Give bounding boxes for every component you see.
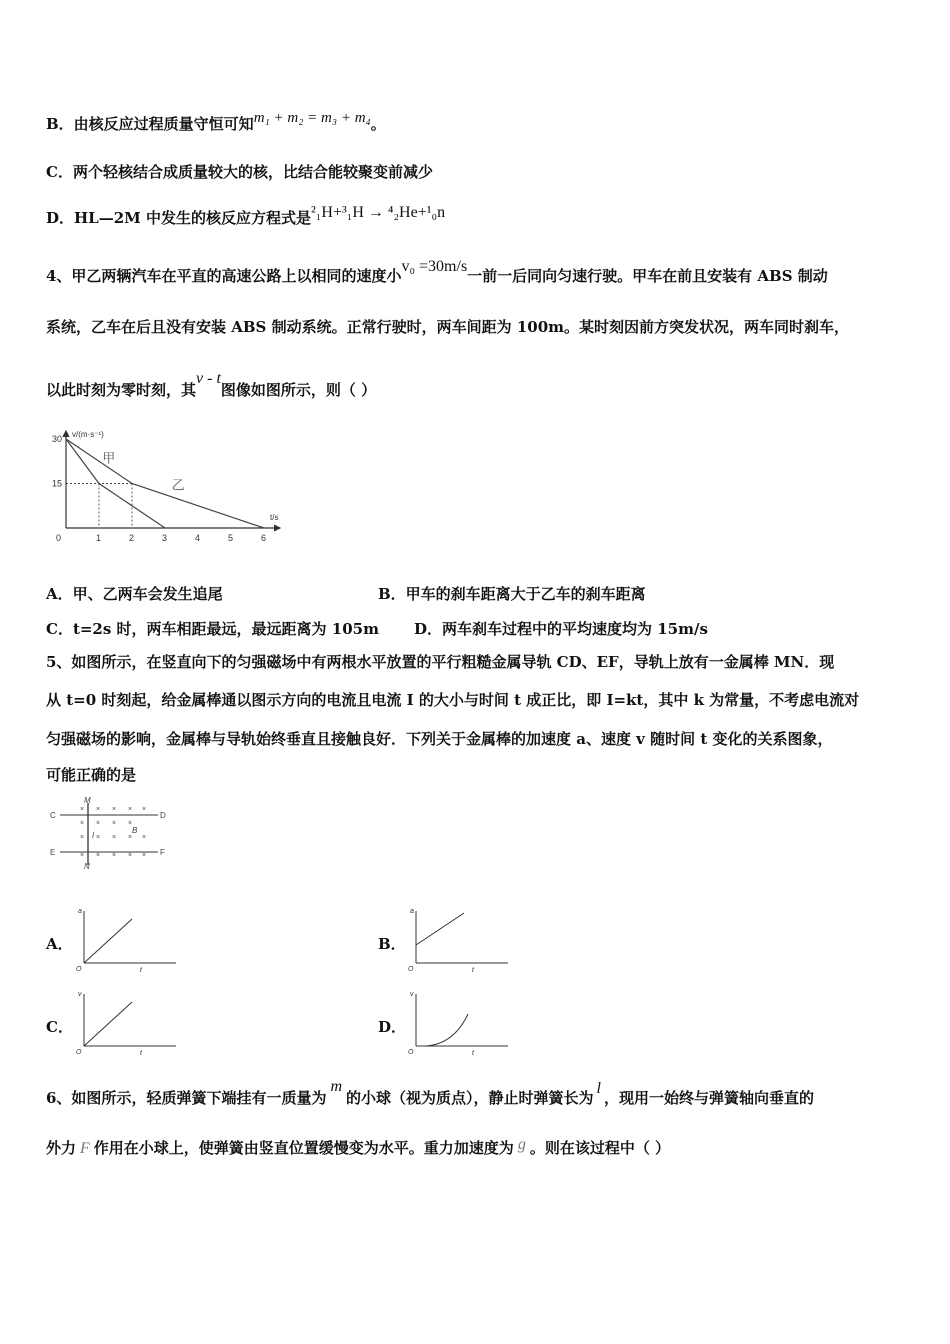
x-tick-label: 4 bbox=[195, 533, 201, 543]
field-cross: × bbox=[80, 806, 85, 813]
q5-option-graph bbox=[406, 988, 516, 1058]
q4-line-2: 系统，乙车在后且没有安装 ABS 制动系统。正常行驶时，两车间距为 100m。某时刻因前方突发状况，两车同时刹车， bbox=[46, 318, 850, 336]
mini-axis-label: a bbox=[410, 908, 414, 915]
q5-option-label: D． bbox=[378, 1018, 407, 1036]
q5-option-graph bbox=[74, 988, 184, 1058]
label-d: D bbox=[160, 811, 166, 820]
q4-option-d: D．两车刹车过程中的平均速度均为 15m/s bbox=[414, 620, 708, 638]
q4-option-c: C．t=2s 时，两车相距最远，最远距离为 105m bbox=[46, 620, 379, 638]
q6-line-2: 外力 F 作用在小球上，使弹簧由竖直位置缓慢变为水平。重力加速度为 g 。则在该过程中（ ） bbox=[46, 1136, 671, 1157]
mini-origin-label: O bbox=[408, 1049, 414, 1056]
series-label: 甲 bbox=[102, 451, 116, 467]
q3-option-b: B．由核反应过程质量守恒可知m₁ + m₂ = m₃ + m₄。 bbox=[46, 110, 386, 133]
field-cross: × bbox=[112, 820, 117, 827]
field-cross: × bbox=[142, 806, 147, 813]
x-tick-label: 3 bbox=[162, 533, 168, 543]
mass-symbol: m bbox=[330, 1078, 343, 1095]
field-cross: × bbox=[96, 852, 101, 859]
q3-option-c: C．两个轻核结合成质量较大的核，比结合能较聚变前减少 bbox=[46, 163, 433, 181]
field-cross: × bbox=[128, 820, 133, 827]
mini-t-label: t bbox=[472, 967, 474, 974]
q5-line-4: 可能正确的是 bbox=[46, 766, 137, 784]
x-axis-label: t/s bbox=[270, 513, 279, 522]
field-cross: × bbox=[142, 852, 147, 859]
mini-t-label: t bbox=[140, 967, 142, 974]
q5-line-2: 从 t=0 时刻起，给金属棒通以图示方向的电流且电流 I 的大小与时间 t 成正比，即 I=kt，其中 k 为常量，不考虑电流对 bbox=[46, 691, 860, 709]
mini-graph-line bbox=[416, 913, 464, 945]
rail-figure bbox=[46, 795, 176, 870]
field-cross: × bbox=[142, 834, 147, 841]
gravity-symbol: g bbox=[517, 1136, 526, 1153]
nuclear-equation: ²₁H+³₁H → ⁴₂He+¹₀n bbox=[311, 204, 446, 221]
q6-line-1: 6、如图所示，轻质弹簧下端挂有一质量为m的小球（视为质点），静止时弹簧长为l，现用一始终与弹簧轴向垂直的 bbox=[46, 1078, 814, 1107]
mini-graph-line bbox=[84, 1002, 132, 1046]
series-label: 乙 bbox=[171, 478, 185, 494]
vt-label: v - t bbox=[196, 370, 221, 387]
mini-axis-label: v bbox=[78, 991, 82, 998]
field-cross: × bbox=[112, 834, 117, 841]
q5-line-1: 5、如图所示，在竖直向下的匀强磁场中有两根水平放置的平行粗糙金属导轨 CD、EF，导轨上放有一金属棒 MN．现 bbox=[46, 653, 835, 671]
y-tick-label: 30 bbox=[52, 434, 63, 444]
q5-option-label: A． bbox=[46, 935, 73, 953]
mini-axis-label: v bbox=[410, 991, 414, 998]
q5-option-graph bbox=[406, 905, 516, 975]
label-n: N bbox=[84, 862, 90, 870]
field-cross: × bbox=[112, 852, 117, 859]
length-symbol: l bbox=[596, 1080, 601, 1097]
q5-option-graph bbox=[74, 905, 184, 975]
x-tick-label: 5 bbox=[228, 533, 234, 543]
field-cross: × bbox=[96, 820, 101, 827]
field-cross: × bbox=[128, 806, 133, 813]
label-f: F bbox=[160, 848, 165, 857]
mini-origin-label: O bbox=[408, 966, 414, 973]
force-symbol: F bbox=[80, 1140, 90, 1157]
vt-chart bbox=[48, 425, 293, 550]
field-cross: × bbox=[112, 806, 117, 813]
x-tick-label: 2 bbox=[129, 533, 135, 543]
label-i: I bbox=[92, 831, 95, 840]
q5-line-3: 匀强磁场的影响，金属棒与导轨始终垂直且接触良好．下列关于金属棒的加速度 a、速度 v 随时间 t 变化的关系图象， bbox=[46, 730, 833, 748]
x-tick-label: 1 bbox=[96, 533, 102, 543]
label-e: E bbox=[50, 848, 56, 857]
q5-option-label: C． bbox=[46, 1018, 73, 1036]
q4-line-3: 以此时刻为零时刻，其v - t图像如图所示，则（ ） bbox=[46, 370, 377, 399]
q5-option-label: B． bbox=[378, 935, 406, 953]
q4-option-b: B．甲车的刹车距离大于乙车的刹车距离 bbox=[378, 585, 646, 603]
field-cross: × bbox=[96, 834, 101, 841]
field-cross: × bbox=[80, 834, 85, 841]
field-cross: × bbox=[128, 852, 133, 859]
field-cross: × bbox=[128, 834, 133, 841]
q4-option-a: A．甲、乙两车会发生追尾 bbox=[46, 585, 223, 603]
y-tick-label: 15 bbox=[52, 478, 63, 489]
q3-option-d: D．HL—2M 中发生的核反应方程式是²₁H+³₁H → ⁴₂He+¹₀n bbox=[46, 204, 446, 227]
q4-line-1: 4、甲乙两辆汽车在平直的高速公路上以相同的速度小v₀ =30m/s一前一后同向匀速行驶。甲车在前且安装有 ABS 制动 bbox=[46, 258, 828, 285]
y-axis-label: v/(m·s⁻¹) bbox=[72, 430, 104, 439]
field-cross: × bbox=[96, 806, 101, 813]
mini-origin-label: O bbox=[76, 966, 82, 973]
mini-t-label: t bbox=[472, 1050, 474, 1057]
mini-t-label: t bbox=[140, 1050, 142, 1057]
mini-axis-label: a bbox=[78, 908, 82, 915]
v0-formula: v₀ =30m/s bbox=[401, 258, 468, 275]
label-b: B bbox=[132, 826, 138, 835]
label-c: C bbox=[50, 811, 56, 820]
mini-origin-label: O bbox=[76, 1049, 82, 1056]
mass-formula: m₁ + m₂ = m₃ + m₄ bbox=[253, 110, 371, 126]
label-m: M bbox=[84, 796, 91, 805]
field-cross: × bbox=[80, 820, 85, 827]
field-cross: × bbox=[80, 852, 85, 859]
mini-graph-curve bbox=[426, 1014, 468, 1046]
x-tick-label: 0 bbox=[56, 533, 62, 543]
mini-graph-line bbox=[84, 919, 132, 963]
x-tick-label: 6 bbox=[261, 533, 267, 543]
